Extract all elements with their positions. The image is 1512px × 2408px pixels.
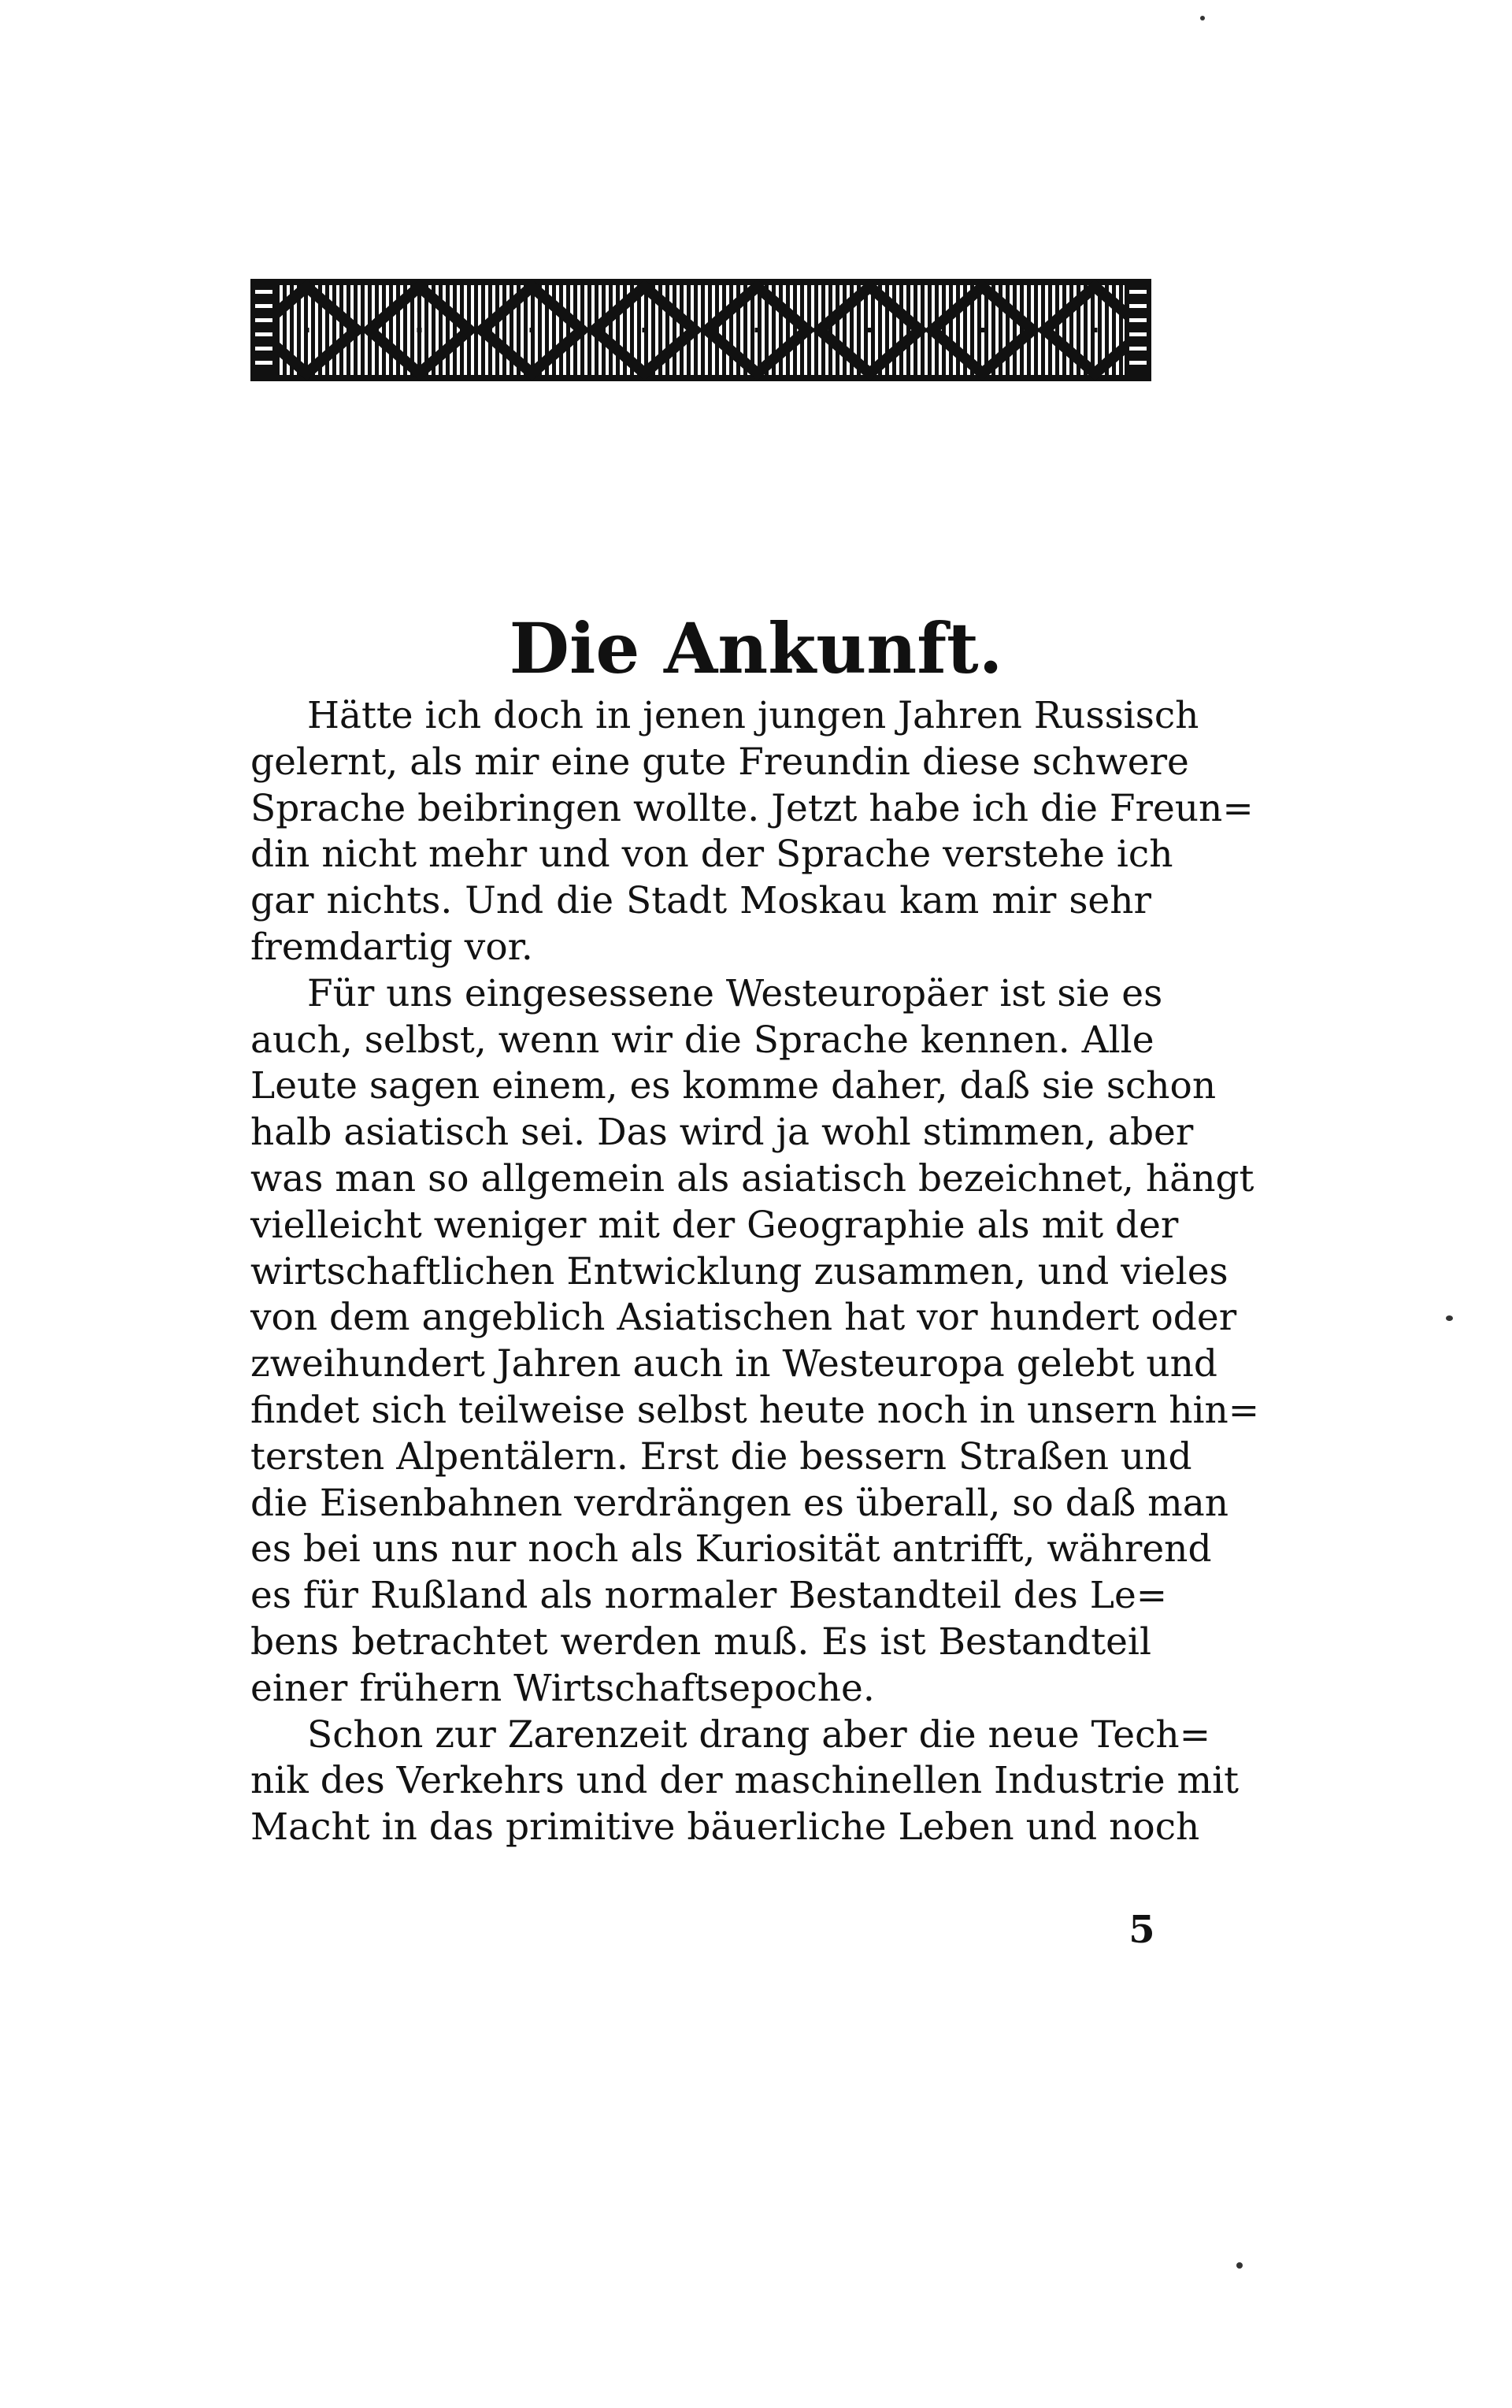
scan-speck — [1446, 1315, 1453, 1321]
text-line: bens betrachtet werden muß. Es ist Bestandteil — [250, 1620, 1151, 1664]
text-line: einer frühern Wirtschaftsepoche. — [250, 1666, 875, 1710]
text-line: was man so allgemein als asiatisch bezeichnet, hängt — [250, 1156, 1254, 1200]
text-line: Leute sagen einem, es komme daher, daß sie schon — [250, 1064, 1217, 1108]
text-line: Hätte ich doch in jenen jungen Jahren Russisch — [307, 694, 1199, 737]
text-line: die Eisenbahnen verdrängen es überall, so daß man — [250, 1481, 1229, 1525]
text-line: halb asiatisch sei. Das wird ja wohl stimmen, aber — [250, 1111, 1194, 1155]
scan-speck — [1200, 16, 1205, 20]
text-line: es für Rußland als normaler Bestandteil des Le= — [250, 1574, 1168, 1618]
text-line: gar nichts. Und die Stadt Moskau kam mir sehr — [250, 879, 1151, 923]
body-text — [250, 693, 1260, 1851]
text-line: Macht in das primitive bäuerliche Leben und noch — [250, 1805, 1200, 1850]
text-line: fremdartig vor. — [250, 925, 533, 969]
page-number: 5 — [1128, 1908, 1155, 1952]
scan-speck — [1236, 2262, 1243, 2269]
text-line: nik des Verkehrs und der maschinellen Industrie mit — [250, 1759, 1240, 1803]
text-line: Schon zur Zarenzeit drang aber die neue Tech= — [307, 1712, 1211, 1757]
text-line: Für uns eingesessene Westeuropäer ist sie es — [307, 971, 1163, 1015]
decorative-ornament-band — [250, 279, 1151, 381]
text-line: auch, selbst, wenn wir die Sprache kennen. Alle — [250, 1018, 1154, 1062]
text-line: es bei uns nur noch als Kuriosität antrifft, während — [250, 1527, 1212, 1571]
text-line: gelernt, als mir eine gute Freundin diese schwere — [250, 740, 1189, 784]
text-line: von dem angeblich Asiatischen hat vor hundert oder — [250, 1296, 1237, 1340]
chapter-title: Die Ankunft. — [509, 607, 1003, 689]
text-line: tersten Alpentälern. Erst die bessern Straßen und — [250, 1434, 1192, 1479]
text-line: zweihundert Jahren auch in Westeuropa gelebt und — [250, 1342, 1218, 1386]
text-line: findet sich teilweise selbst heute noch in unsern hin= — [250, 1388, 1260, 1432]
text-line: wirtschaftlichen Entwicklung zusammen, und vieles — [250, 1249, 1228, 1293]
text-line: vielleicht weniger mit der Geographie als mit der — [250, 1203, 1179, 1247]
text-line: din nicht mehr und von der Sprache verstehe ich — [250, 833, 1173, 877]
text-line: Sprache beibringen wollte. Jetzt habe ich die Freun= — [250, 786, 1254, 830]
